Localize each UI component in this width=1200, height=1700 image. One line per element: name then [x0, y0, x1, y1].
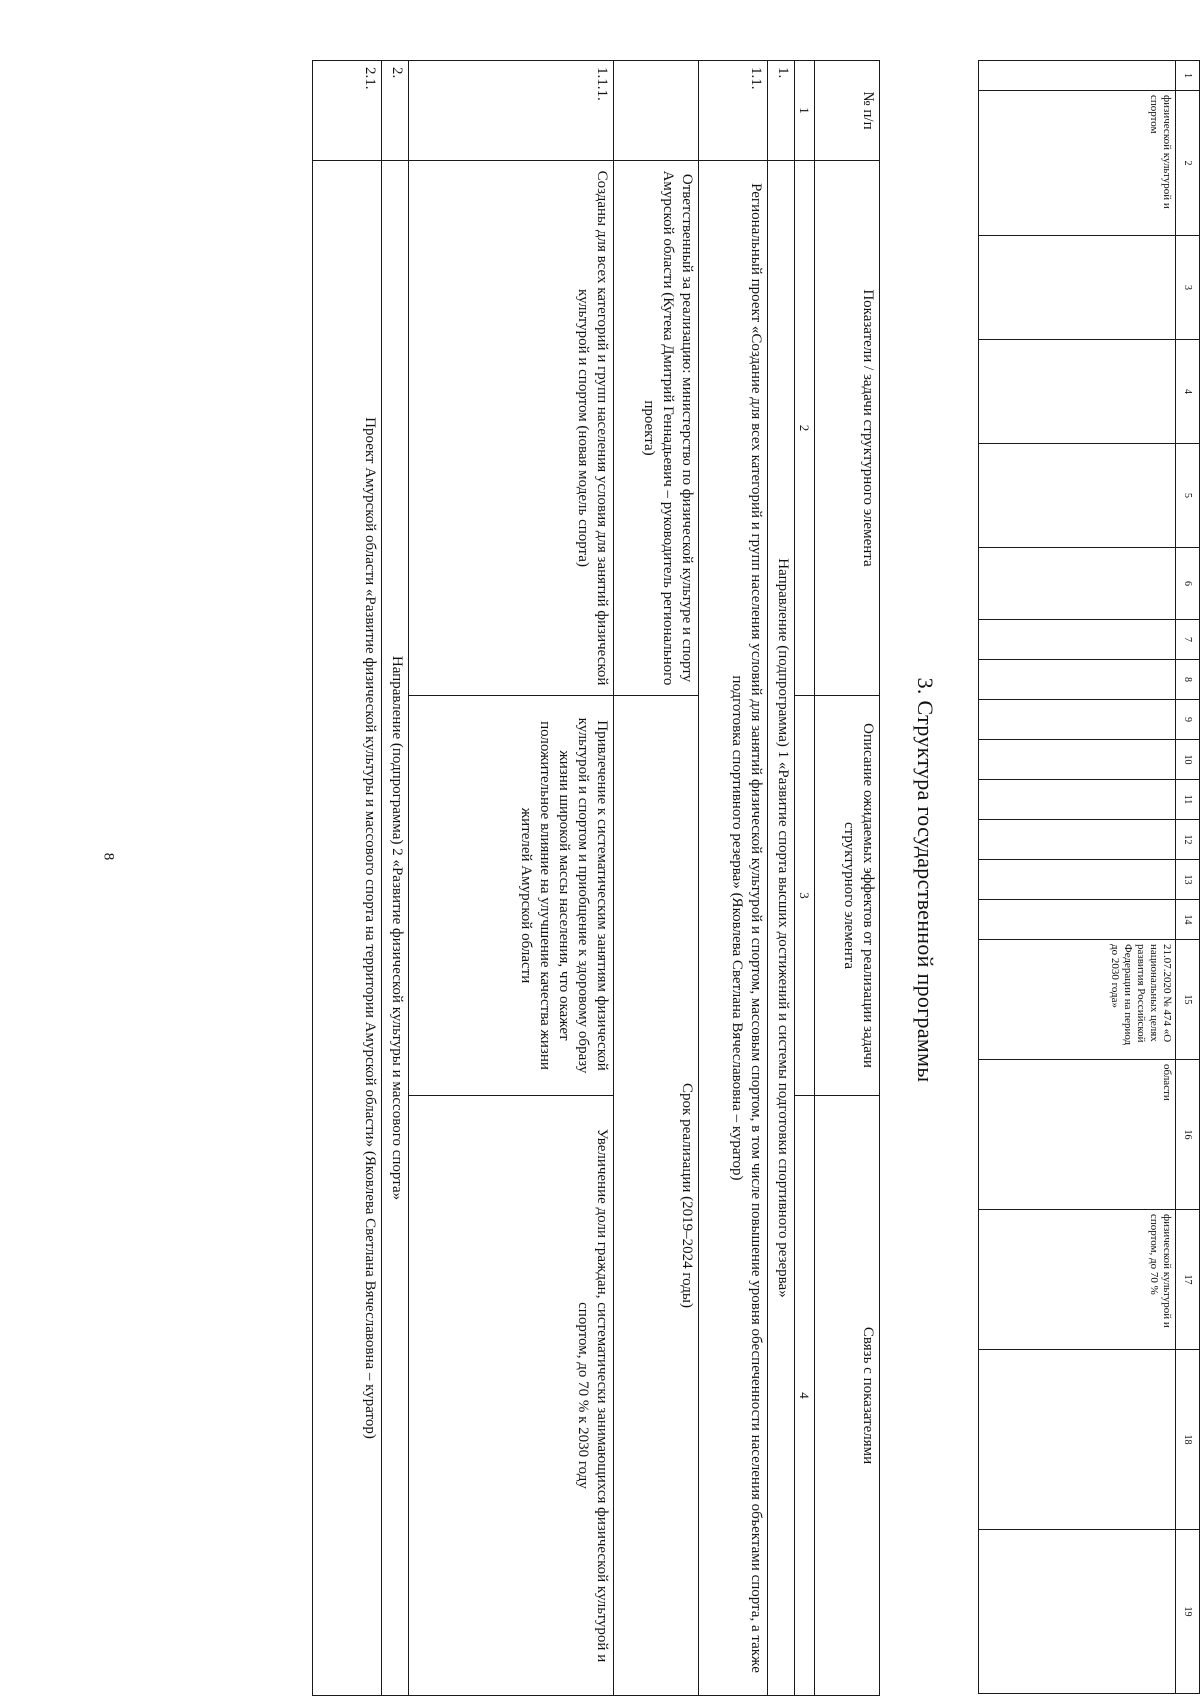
row-number: 2. [382, 61, 409, 161]
row-number: 1.1.1. [409, 61, 614, 161]
program-structure-table [312, 60, 880, 1696]
responsible-row [614, 61, 699, 1696]
project-row [313, 61, 382, 1696]
column-number: 2 [1176, 91, 1200, 236]
table-cell [979, 61, 1176, 91]
column-number: 15 [1176, 940, 1200, 1060]
table-cell [979, 444, 1176, 548]
decree-reference-cell: 21.07.2020 № 474 «О национальных целях развития Российской Федерации на период до 2030 года» [979, 940, 1176, 1060]
target-cell: физической культурой и спортом, до 70 % [979, 1210, 1176, 1350]
column-number: 9 [1176, 700, 1200, 740]
table-cell [979, 820, 1176, 860]
region-cell: области [979, 1060, 1176, 1210]
direction-row [382, 61, 409, 1696]
task-text: Созданы для всех категорий и групп населения условия для занятий физической культурой и спортом (новая модель спорта) [409, 161, 614, 696]
table-cell [979, 548, 1176, 620]
table-cell [979, 860, 1176, 900]
column-number: 5 [1176, 444, 1200, 548]
project-title: Проект Амурской области «Развитие физической культуры и массового спорта на территории Амурской области» (Яковлева Светлана Вячеславовна – куратор) [313, 161, 382, 1696]
table-cell [979, 236, 1176, 340]
row-number: 1.1. [699, 61, 768, 161]
page-number: 8 [100, 852, 117, 861]
header-link: Связь с показателями [815, 1096, 880, 1696]
table-cell [979, 660, 1176, 700]
indicator-name-cell: физической культурой и спортом [979, 91, 1176, 236]
column-number: 16 [1176, 1060, 1200, 1210]
column-number: 12 [1176, 820, 1200, 860]
column-number: 19 [1176, 1530, 1200, 1694]
link-text: Увеличение доли граждан, систематически занимающихся физической культурой и спортом, до 70 % к 2030 году [409, 1096, 614, 1696]
direction-row [768, 61, 795, 1696]
responsible-text: Ответственный за реализацию: министерство по физической культуре и спорту Амурской области (Кутека Дмитрий Геннадьевич – руководитель регионального проекта) [614, 161, 699, 696]
header-effects: Описание ожидаемых эффектов от реализации задачи структурного элемента [815, 696, 880, 1096]
table-cell [979, 1530, 1176, 1694]
column-number: 8 [1176, 660, 1200, 700]
effect-text: Привлечение к систематическим занятиям физической культурой и спортом и приобщение к здоровому образу жизни широкой массы населения, что окажет положительное влияние на улучшение качества жизни жителей Амурской области [409, 696, 614, 1096]
column-number: 1 [1176, 61, 1200, 91]
column-number-row [1176, 61, 1200, 1694]
header-number: № п/п [815, 61, 880, 161]
column-number: 18 [1176, 1350, 1200, 1530]
column-number: 6 [1176, 548, 1200, 620]
column-number: 10 [1176, 740, 1200, 780]
table-cell [614, 61, 699, 161]
column-number: 4 [795, 1096, 815, 1696]
row-number: 1. [768, 61, 795, 161]
row-number: 2.1. [313, 61, 382, 161]
column-number: 1 [795, 61, 815, 161]
column-number: 3 [1176, 236, 1200, 340]
project-row [699, 61, 768, 1696]
column-number: 3 [795, 696, 815, 1096]
table-cell [979, 900, 1176, 940]
column-number: 4 [1176, 340, 1200, 444]
column-number: 13 [1176, 860, 1200, 900]
table-cell [979, 1350, 1176, 1530]
column-number: 14 [1176, 900, 1200, 940]
table-cell [979, 620, 1176, 660]
continued-indicator-table [978, 60, 1200, 1694]
column-number: 7 [1176, 620, 1200, 660]
column-number-row [795, 61, 815, 1696]
table-cell [979, 740, 1176, 780]
table-header-row [815, 61, 880, 1696]
table-cell [979, 780, 1176, 820]
table-cell [979, 700, 1176, 740]
header-tasks: Показатели / задачи структурного элемента [815, 161, 880, 696]
section-title: 3. Структура государственной программы [913, 677, 938, 1083]
table-cell [979, 340, 1176, 444]
column-number: 17 [1176, 1210, 1200, 1350]
rotated-page-content [80, 60, 1200, 1700]
project-title: Региональный проект «Создание для всех категорий и групп населения условий для занятий физической культурой и спортом, массовым спортом, в том числе повышение уровня обеспеченности населения объектами спорта, а также подготовка спортивного резерва» (Яковлева Светлана Вячеславовна – куратор) [699, 161, 768, 1696]
term-text: Срок реализации (2019–2024 годы) [614, 696, 699, 1696]
task-row [409, 61, 614, 1696]
column-number: 2 [795, 161, 815, 696]
indicator-continuation-row [979, 61, 1176, 1694]
direction-title: Направление (подпрограмма) 2 «Развитие физической культуры и массового спорта» [382, 161, 409, 1696]
column-number: 11 [1176, 780, 1200, 820]
direction-title: Направление (подпрограмма) 1 «Развитие спорта высших достижений и системы подготовки спортивного резерва» [768, 161, 795, 1696]
